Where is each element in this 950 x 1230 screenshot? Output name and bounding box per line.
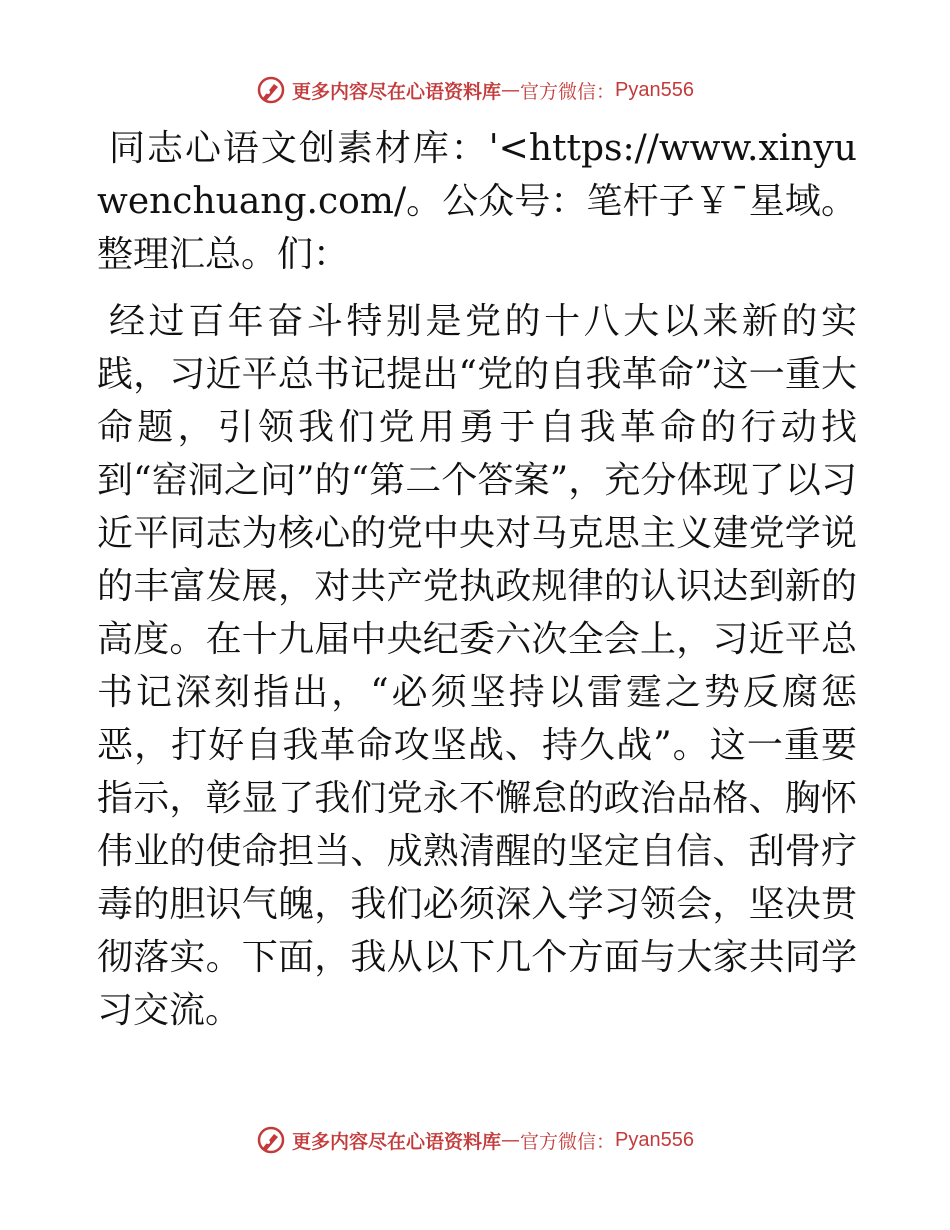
intro-paragraph: 同志心语文创素材库：'<https://www.xinyuwenchuang.com/。公众号：笔杆子￥¯星域。整理汇总。们： (97, 128, 857, 275)
banner-wechat-label: 官方微信： (520, 80, 616, 103)
pen-logo-icon (256, 75, 286, 105)
banner-wechat-label: 官方微信： (520, 1130, 616, 1153)
banner-dash: — (501, 1129, 521, 1151)
banner-wechat-id: Pyan556 (615, 1128, 694, 1151)
banner-main-text: 更多内容尽在心语资料库 (292, 1130, 502, 1153)
banner-dash: — (501, 79, 521, 101)
document-body (97, 122, 857, 1037)
pen-logo-icon (256, 1125, 286, 1155)
banner-main-text: 更多内容尽在心语资料库 (292, 80, 502, 103)
main-paragraph: 经过百年奋斗特别是党的十八大以来新的实践，习近平总书记提出“党的自我革命”这一重大命题，引领我们党用勇于自我革命的行动找到“窑洞之问”的“第二个答案”，充分体现了以习近平同志为核心的党中央对马克思主义建党学说的丰富发展，对共产党执政规律的认识达到新的高度。在十九届中央纪委六次全会上，习近平总书记深刻指出，“必须坚持以雷霆之势反腐惩恶，打好自我革命攻坚战、持久战”。这一重要指示，彰显了我们党永不懈怠的政治品格、胸怀伟业的使命担当、成熟清醒的坚定自信、刮骨疗毒的胆识气魄，我们必须深入学习领会，坚决贯彻落实。下面，我从以下几个方面与大家共同学习交流。 (97, 301, 857, 1031)
header-watermark-banner (0, 70, 950, 110)
banner-wechat-id: Pyan556 (615, 78, 694, 101)
footer-watermark-banner (0, 1120, 950, 1160)
